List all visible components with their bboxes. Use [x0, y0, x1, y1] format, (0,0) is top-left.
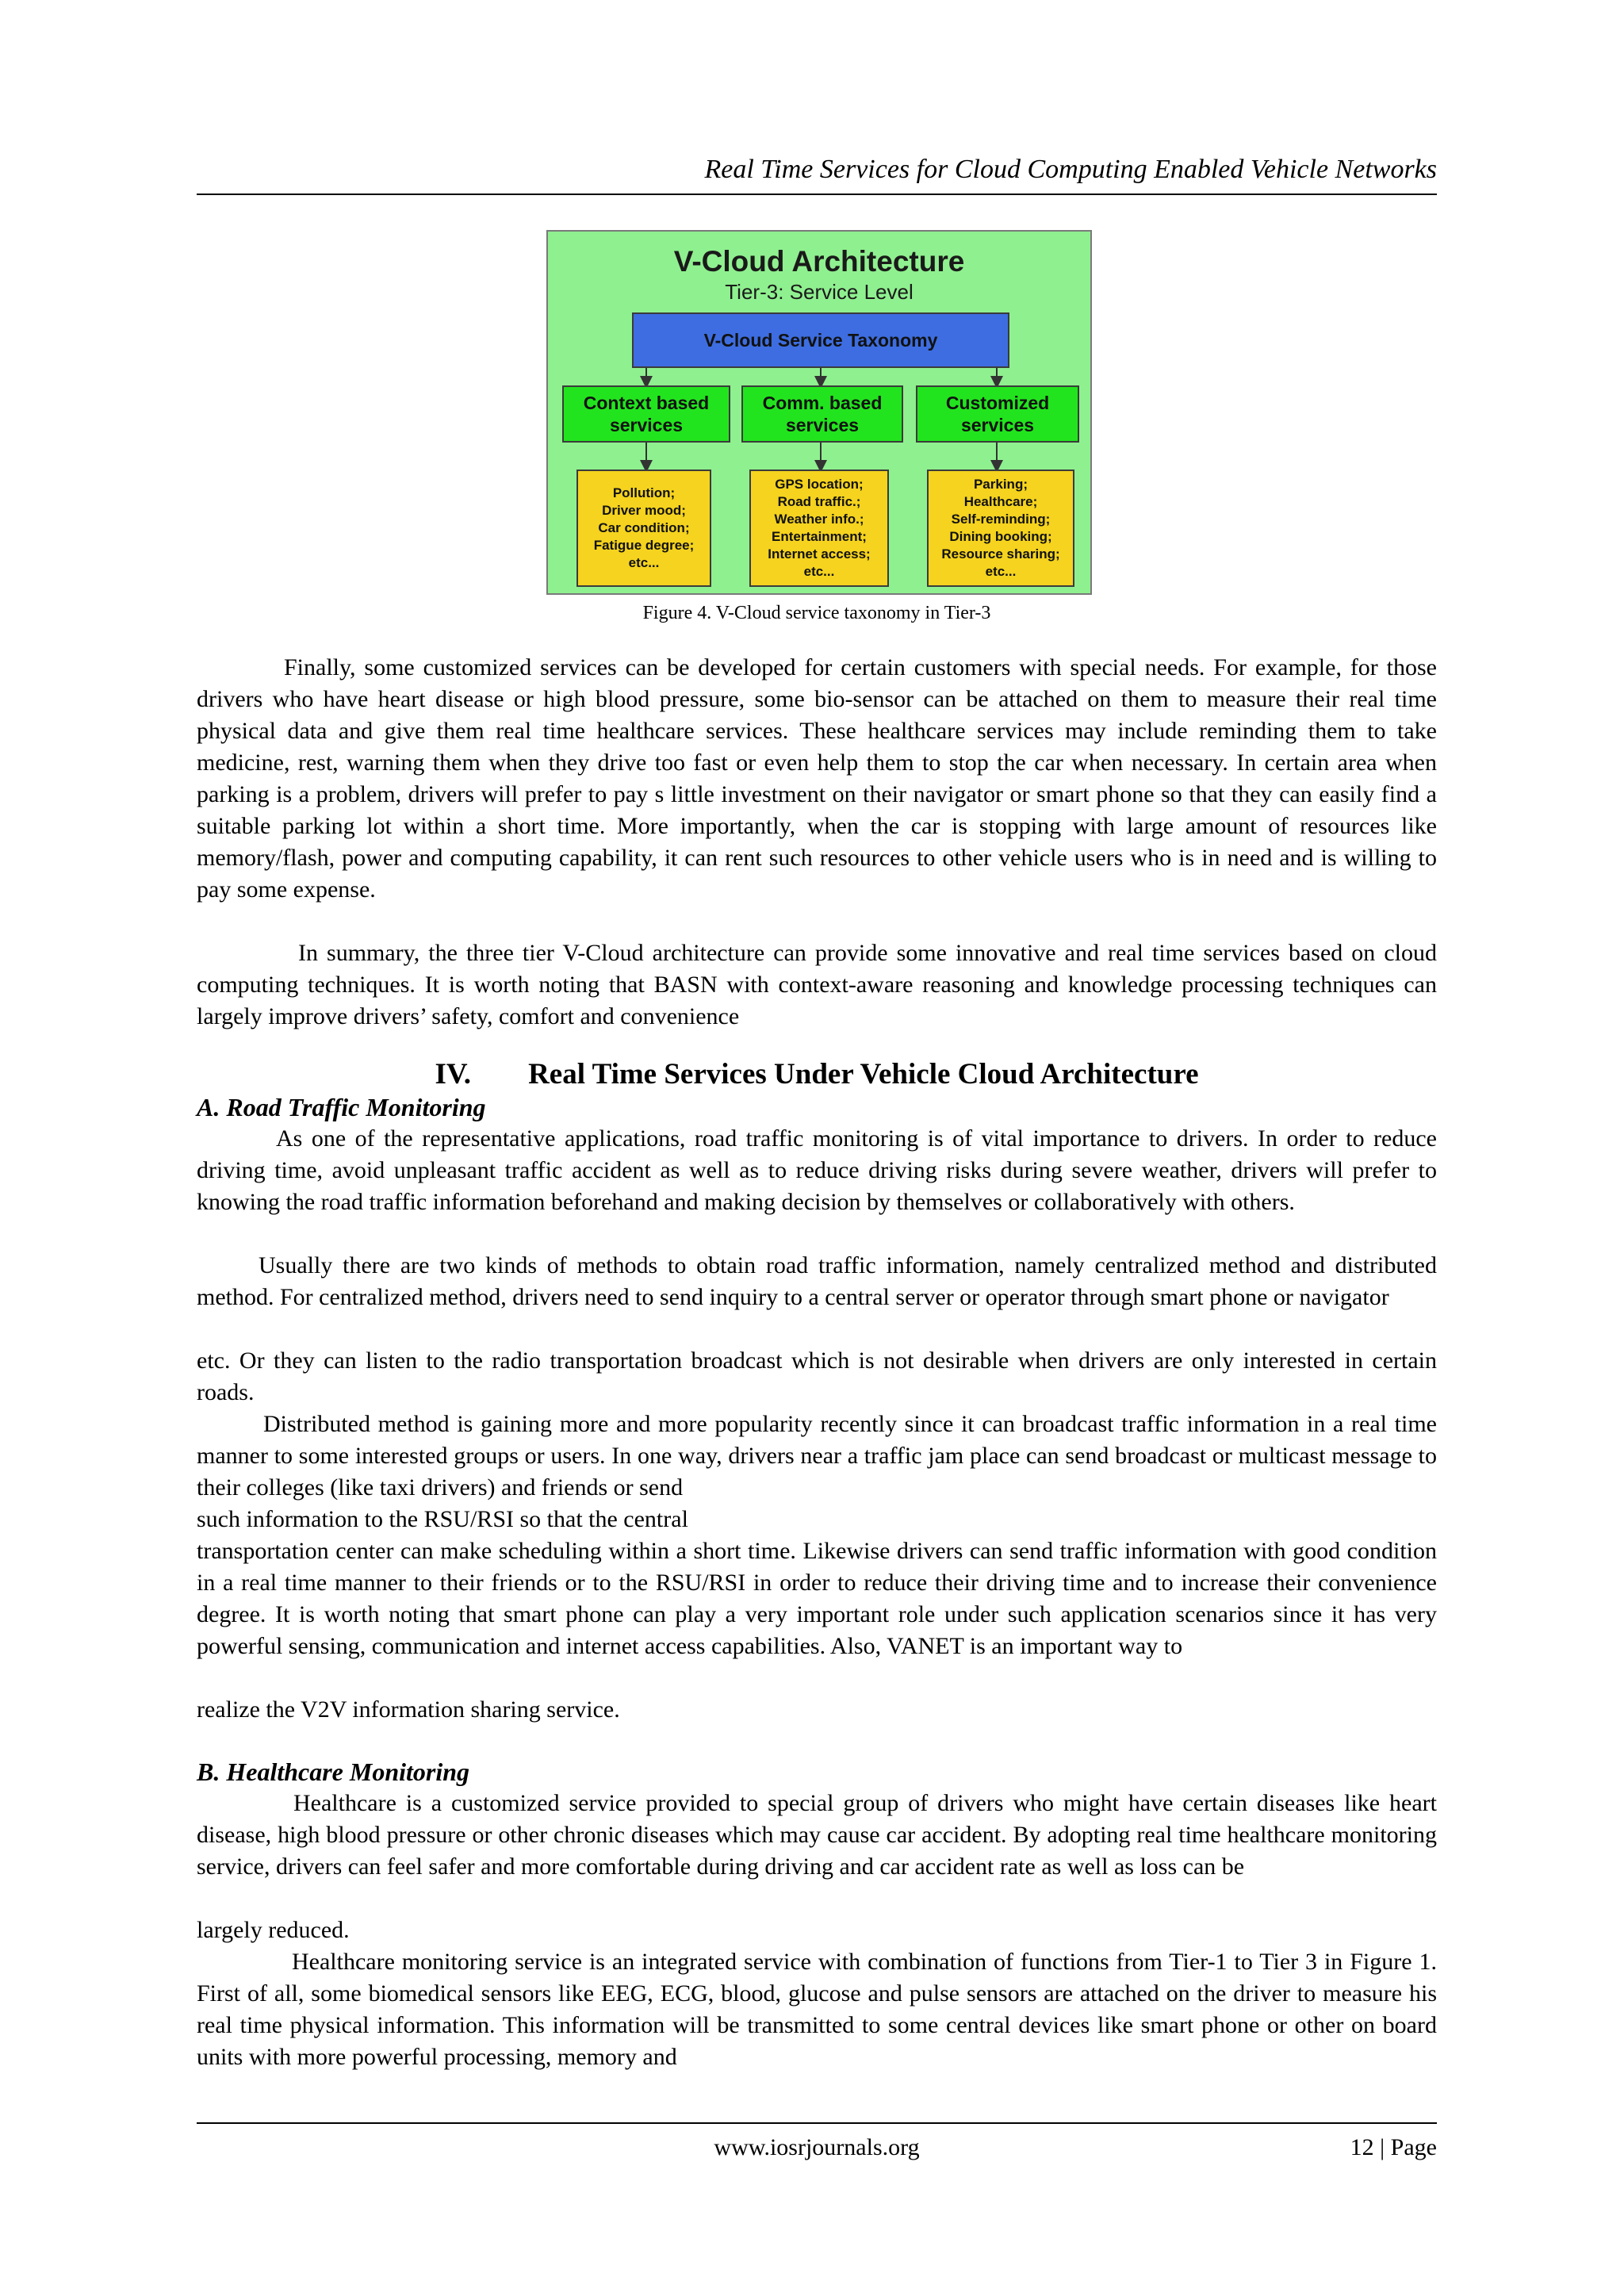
figure-subtitle: Tier-3: Service Level — [725, 280, 914, 304]
figure-caption: Figure 4. V-Cloud service taxonomy in Tier-3 — [642, 603, 991, 623]
paragraph: such information to the RSU/RSI so that the central — [197, 1506, 688, 1532]
figure-title: V-Cloud Architecture — [673, 245, 965, 278]
section-heading — [197, 1056, 1437, 1093]
leaf-node — [749, 470, 889, 587]
category-node — [562, 385, 730, 443]
section-number: IV. — [435, 1058, 472, 1091]
category-label: Comm. based services — [762, 393, 883, 435]
header-rule — [197, 194, 1437, 195]
leaf-items: GPS location; Road traffic.; Weather info.; Entertainment; Internet access; etc... — [768, 477, 871, 579]
paragraph: In summary, the three tier V-Cloud architecture can provide some innovative and real time services based on cloud computing techniques. It is worth noting that BASN with context-aware reasoning and knowledge processing techniques can largely improve drivers’ safety, comfort and convenience — [197, 940, 1437, 1029]
paragraph: As one of the representative applications, road traffic monitoring is of vital importance to drivers. In order to reduce driving time, avoid unpleasant traffic accident as well as to reduce driving risks during severe weather, drivers will prefer to knowing the road traffic information beforehand and making decision by themselves or collaboratively with others. — [197, 1125, 1437, 1215]
leaf-node — [927, 470, 1074, 587]
leaf-node — [576, 470, 711, 587]
paragraph: transportation center can make scheduling within a short time. Likewise drivers can send traffic information with good condition in a real time manner to their friends or to the RSU/RSI in order to reduce their driving time and to increase their convenience degree. It is worth noting that smart phone can play a very important role under such application scenarios since it has very powerful sensing, communication and internet access capabilities. Also, VANET is an important way to — [197, 1538, 1437, 1659]
footer-rule — [197, 2122, 1437, 2124]
subsection-heading: A. Road Traffic Monitoring — [197, 1093, 486, 1121]
category-node — [741, 385, 903, 443]
paragraph: largely reduced. — [197, 1917, 350, 1943]
category-label: Customized services — [945, 393, 1050, 435]
paragraph: Usually there are two kinds of methods to obtain road traffic information, namely centralized method and distributed method. For centralized method, drivers need to send inquiry to a central server or operator through smart phone or navigator — [197, 1252, 1437, 1310]
paragraph: etc. Or they can listen to the radio transportation broadcast which is not desirable when drivers are only interested in certain roads. — [197, 1347, 1437, 1405]
subsection-heading: B. Healthcare Monitoring — [197, 1757, 470, 1786]
leaf-items: Pollution; Driver mood; Car condition; Fatigue degree; etc... — [593, 485, 695, 570]
category-node — [916, 385, 1079, 443]
paragraph: Healthcare monitoring service is an integrated service with combination of functions from Tier-1 to Tier 3 in Figure 1. First of all, some biomedical sensors like EEG, ECG, blood, glucose and pulse sensors are attached on the driver to measure his real time physical information. This information will be transmitted to some central devices like smart phone or other on board units with more powerful processing, memory and — [197, 1949, 1437, 2070]
page-number: 12 | Page — [1350, 2134, 1437, 2160]
root-node — [632, 312, 1009, 368]
paragraph: Distributed method is gaining more and more popularity recently since it can broadcast traffic information in a real time manner to some interested groups or users. In one way, drivers near a traffic jam place can send broadcast or multicast message to their colleges (like taxi drivers) and friends or send — [197, 1411, 1437, 1501]
section-title: Real Time Services Under Vehicle Cloud Architecture — [528, 1058, 1199, 1091]
running-title: Real Time Services for Cloud Computing Enabled Vehicle Networks — [704, 155, 1437, 184]
figure-4-diagram — [546, 230, 1092, 595]
journal-url: www.iosrjournals.org — [714, 2134, 920, 2160]
paragraph: Healthcare is a customized service provided to special group of drivers who might have certain diseases like heart disease, high blood pressure or other chronic diseases which may cause car accident. By adopting real time healthcare monitoring service, drivers can feel safer and more comfortable during driving and car accident rate as well as loss can be — [197, 1790, 1437, 1880]
root-node-label: V-Cloud Service Taxonomy — [703, 329, 938, 351]
category-label: Context based services — [583, 393, 710, 435]
paragraph: realize the V2V information sharing service. — [197, 1696, 620, 1723]
paragraph: Finally, some customized services can be developed for certain customers with special needs. For example, for those drivers who have heart disease or high blood pressure, some bio-sensor can be attached on them to measure their real time physical data and give them real time healthcare services. These healthcare services may include reminding them to take medicine, rest, warning them when they drive too fast or even help them to stop the car when necessary. In certain area when parking is a problem, drivers will prefer to pay s little investment on their navigator or smart phone so that they can easily find a suitable parking lot within a short time. More importantly, when the car is stopping with large amount of resources like memory/flash, power and computing capability, it can rent such resources to other vehicle users who is in need and is willing to pay some expense. — [197, 654, 1437, 903]
leaf-items: Parking; Healthcare; Self-reminding; Dining booking; Resource sharing; etc... — [941, 477, 1060, 579]
